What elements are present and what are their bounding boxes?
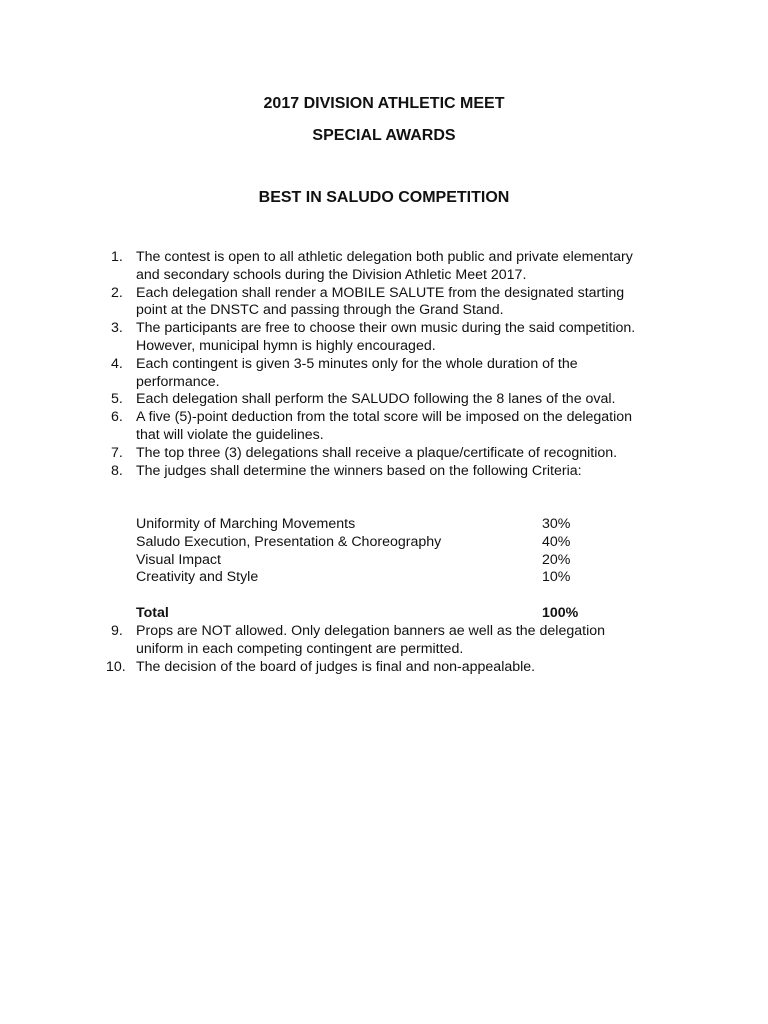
item-line: The contest is open to all athletic delegation both public and private elementary [136,249,633,265]
criteria-value: 10% [542,569,571,586]
criteria-value: 40% [542,533,571,550]
list-item [0,659,676,677]
item-line: A five (5)-point deduction from the total score will be imposed on the delegation [136,409,633,426]
list-item [0,320,676,356]
criteria-total-row [136,605,616,623]
list-item [0,445,676,463]
criteria-row [136,552,616,570]
item-line: Props are NOT allowed. Only delegation banners ae well as the delegation [136,623,605,639]
item-number: 6. [111,409,123,426]
item-line: and secondary schools during the Division Athletic Meet 2017. [136,266,527,283]
criteria-row [136,534,616,552]
item-line: that will violate the guidelines. [136,426,324,443]
item-line: uniform in each competing contingent are permitted. [136,640,464,657]
criteria-row [136,516,616,534]
criteria-name: Creativity and Style [136,569,259,586]
item-line: The judges shall determine the winners based on the following Criteria: [136,462,582,479]
item-line: performance. [136,373,220,390]
list-item [0,285,676,321]
document-title: 2017 DIVISION ATHLETIC MEET [263,95,505,112]
total-label: Total [136,604,169,621]
item-number: 7. [111,444,123,461]
list-item [0,391,676,409]
list-item [0,409,676,445]
rules-list [0,249,768,480]
item-line: The participants are free to choose their own music during the said competition. [136,320,636,337]
item-number: 5. [111,391,123,408]
criteria-value: 20% [542,551,571,568]
item-number: 1. [111,249,123,265]
item-number: 9. [111,623,123,639]
item-line: The decision of the board of judges is final and non-appealable. [136,658,536,675]
item-number: 8. [111,462,123,479]
total-value: 100% [542,604,579,621]
rules-list-continued [0,623,768,676]
criteria-value: 30% [542,516,571,532]
item-line: Each delegation shall perform the SALUDO following the 8 lanes of the oval. [136,391,616,408]
criteria-table [136,516,616,623]
item-line: Each contingent is given 3-5 minutes only for the whole duration of the [136,355,578,372]
item-line: Each delegation shall render a MOBILE SALUTE from the designated starting [136,284,625,301]
item-line: The top three (3) delegations shall receive a plaque/certificate of recognition. [136,444,618,461]
list-item [0,249,676,285]
criteria-name: Visual Impact [136,551,221,568]
item-number: 4. [111,355,123,372]
list-item [0,623,676,659]
item-number: 2. [111,284,123,301]
list-item [0,356,676,392]
document-subtitle: SPECIAL AWARDS [312,127,456,144]
item-line: However, municipal hymn is highly encouraged. [136,337,436,354]
section-heading: BEST IN SALUDO COMPETITION [258,189,510,206]
item-number: 10. [106,658,126,675]
criteria-name: Saludo Execution, Presentation & Choreography [136,533,442,550]
item-number: 3. [111,320,123,337]
list-item [0,463,676,481]
criteria-name: Uniformity of Marching Movements [136,516,356,532]
criteria-row [136,569,616,587]
item-line: point at the DNSTC and passing through the Grand Stand. [136,302,504,319]
